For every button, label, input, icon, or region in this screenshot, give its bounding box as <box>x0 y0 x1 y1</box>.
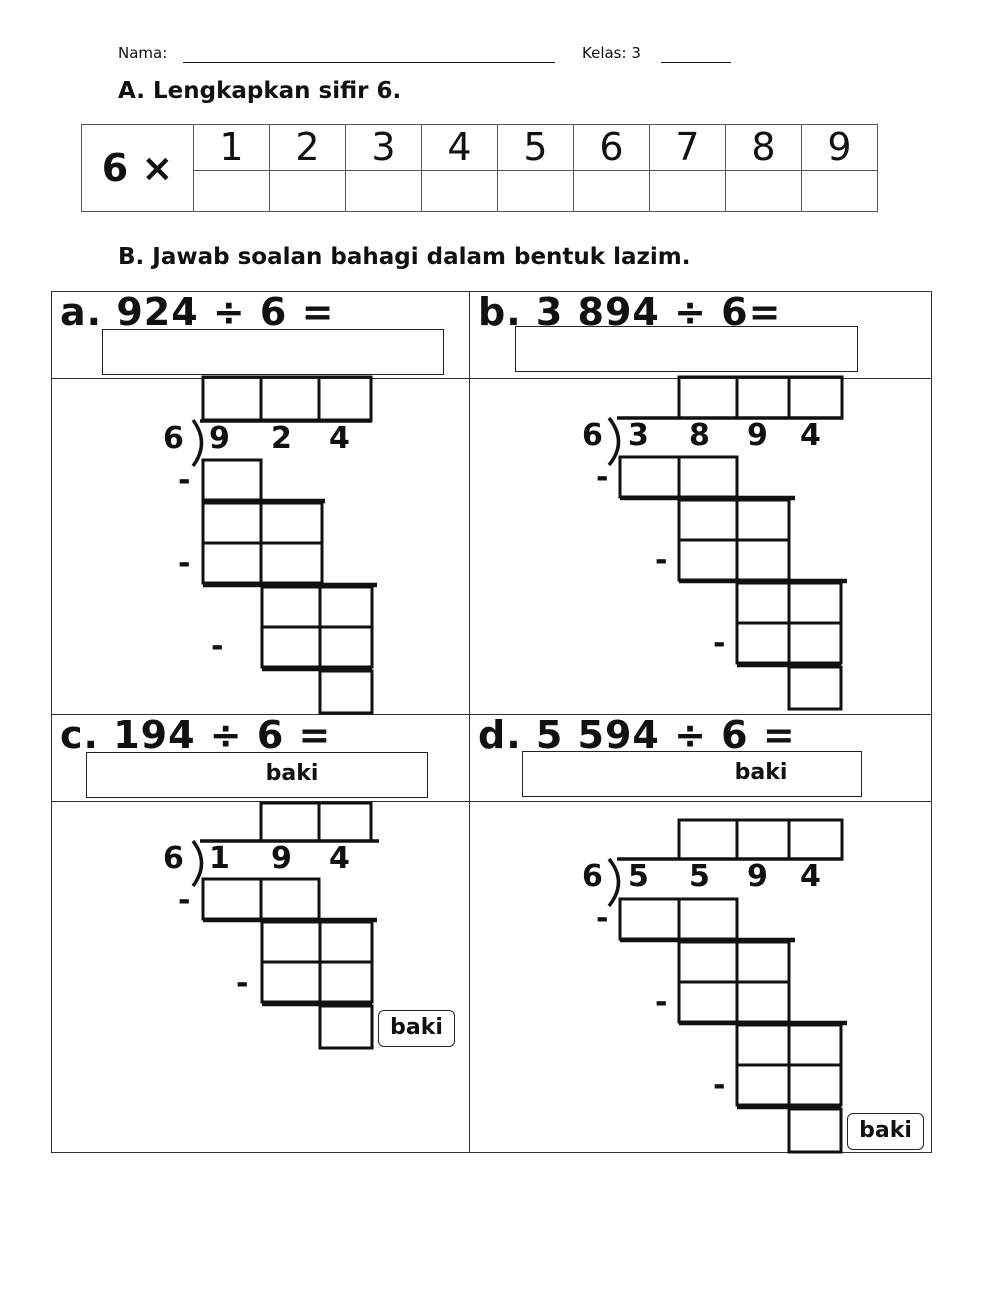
work-box[interactable] <box>737 1025 789 1065</box>
quotient-box[interactable] <box>789 820 842 859</box>
work-box[interactable] <box>262 962 320 1002</box>
dividend-digit: 9 <box>271 841 292 876</box>
minus-sign: - <box>236 966 249 1001</box>
sifir-number: 9 <box>802 125 878 171</box>
minus-sign: - <box>178 463 191 498</box>
quotient-box[interactable] <box>737 377 789 418</box>
remainder-box[interactable] <box>789 667 841 709</box>
sifir-number: 2 <box>270 125 346 171</box>
quotient-box[interactable] <box>261 377 319 420</box>
dividend-digit: 3 <box>628 418 649 453</box>
work-box[interactable] <box>620 457 679 497</box>
quotient-box[interactable] <box>679 377 737 418</box>
minus-sign: - <box>211 629 224 664</box>
divisor-c: 6 <box>163 841 184 876</box>
quotient-box[interactable] <box>789 377 842 418</box>
work-box[interactable] <box>261 543 322 583</box>
dividend-digit: 4 <box>329 841 350 876</box>
question-b-expr: 3 894 ÷ 6= <box>535 290 782 334</box>
dividend-digit: 1 <box>209 841 230 876</box>
dividend-digit: 4 <box>800 859 821 894</box>
sifir-number: 3 <box>346 125 422 171</box>
baki-label-c: baki <box>378 1010 455 1047</box>
work-box[interactable] <box>679 540 737 580</box>
dividend-digit: 2 <box>271 421 292 456</box>
section-b-title: B. Jawab soalan bahagi dalam bentuk lazim. <box>118 244 691 270</box>
work-box[interactable] <box>737 982 789 1022</box>
quotient-box[interactable] <box>319 377 371 420</box>
work-box[interactable] <box>203 543 261 583</box>
question-a-label: a. <box>60 290 103 334</box>
remainder-box[interactable] <box>320 1006 372 1048</box>
baki-label-d: baki <box>847 1113 924 1150</box>
work-box[interactable] <box>789 1065 841 1105</box>
work-box[interactable] <box>261 879 319 919</box>
work-box[interactable] <box>320 962 372 1002</box>
question-d-label: d. <box>478 713 522 757</box>
quotient-box[interactable] <box>319 803 371 841</box>
question-d-expr: 5 594 ÷ 6 = <box>535 713 796 757</box>
work-box[interactable] <box>620 899 679 939</box>
answer-box-d-baki: baki <box>734 760 788 785</box>
sifir-number: 1 <box>194 125 270 171</box>
dividend-digit: 5 <box>628 859 649 894</box>
work-box[interactable] <box>261 503 322 543</box>
work-box[interactable] <box>262 627 320 667</box>
quotient-box[interactable] <box>737 820 789 859</box>
dividend-digit: 4 <box>329 421 350 456</box>
work-box[interactable] <box>262 587 320 627</box>
work-box[interactable] <box>203 503 261 543</box>
quotient-box[interactable] <box>203 377 261 420</box>
answer-box-c-baki: baki <box>265 761 319 786</box>
minus-sign: - <box>655 543 668 578</box>
dividend-digit: 5 <box>689 859 710 894</box>
minus-sign: - <box>596 460 609 495</box>
division-bracket <box>193 420 202 466</box>
work-box[interactable] <box>679 982 737 1022</box>
work-box[interactable] <box>737 500 789 540</box>
section-a-title: A. Lengkapkan sifir 6. <box>118 78 402 104</box>
work-box[interactable] <box>679 457 737 497</box>
work-box[interactable] <box>679 942 737 982</box>
work-box[interactable] <box>737 1065 789 1105</box>
minus-sign: - <box>178 883 191 918</box>
dividend-digit: 9 <box>747 418 768 453</box>
minus-sign: - <box>596 901 609 936</box>
work-box[interactable] <box>789 1025 841 1065</box>
work-box[interactable] <box>737 623 789 663</box>
remainder-box[interactable] <box>789 1109 841 1152</box>
minus-sign: - <box>655 985 668 1020</box>
dividend-digit: 9 <box>209 421 230 456</box>
minus-sign: - <box>713 626 726 661</box>
nama-label: Nama: <box>118 44 168 62</box>
sifir-number: 5 <box>498 125 574 171</box>
work-box[interactable] <box>737 583 789 623</box>
sifir-number: 7 <box>650 125 726 171</box>
minus-sign: - <box>713 1068 726 1103</box>
divisor-d: 6 <box>582 859 603 894</box>
division-bracket <box>609 859 619 906</box>
kelas-label: Kelas: 3 <box>582 44 641 62</box>
work-box[interactable] <box>679 899 737 939</box>
division-c <box>193 803 379 1048</box>
work-box[interactable] <box>737 540 789 580</box>
work-box[interactable] <box>320 587 372 627</box>
quotient-box[interactable] <box>679 820 737 859</box>
division-bracket <box>193 841 202 886</box>
remainder-box[interactable] <box>320 671 372 713</box>
work-box[interactable] <box>320 627 372 667</box>
question-c-label: c. <box>60 713 99 757</box>
work-box[interactable] <box>789 583 841 623</box>
work-box[interactable] <box>320 922 372 962</box>
dividend-digit: 4 <box>800 418 821 453</box>
minus-sign: - <box>178 546 191 581</box>
sifir-number: 6 <box>574 125 650 171</box>
question-a-expr: 924 ÷ 6 = <box>116 290 335 334</box>
division-bracket <box>609 418 619 465</box>
sifir-number: 4 <box>422 125 498 171</box>
work-box[interactable] <box>203 879 261 919</box>
divisor-b: 6 <box>582 418 603 453</box>
question-c-expr: 194 ÷ 6 = <box>113 713 332 757</box>
work-box[interactable] <box>789 623 841 663</box>
work-box[interactable] <box>203 460 261 500</box>
work-box[interactable] <box>262 922 320 962</box>
sifir-number: 8 <box>726 125 802 171</box>
dividend-digit: 8 <box>689 418 710 453</box>
sifir-lead: 6 × <box>82 125 194 212</box>
divisor-a: 6 <box>163 421 184 456</box>
quotient-box[interactable] <box>261 803 319 841</box>
dividend-digit: 9 <box>747 859 768 894</box>
work-box[interactable] <box>737 942 789 982</box>
question-b-label: b. <box>478 290 522 334</box>
work-box[interactable] <box>679 500 737 540</box>
